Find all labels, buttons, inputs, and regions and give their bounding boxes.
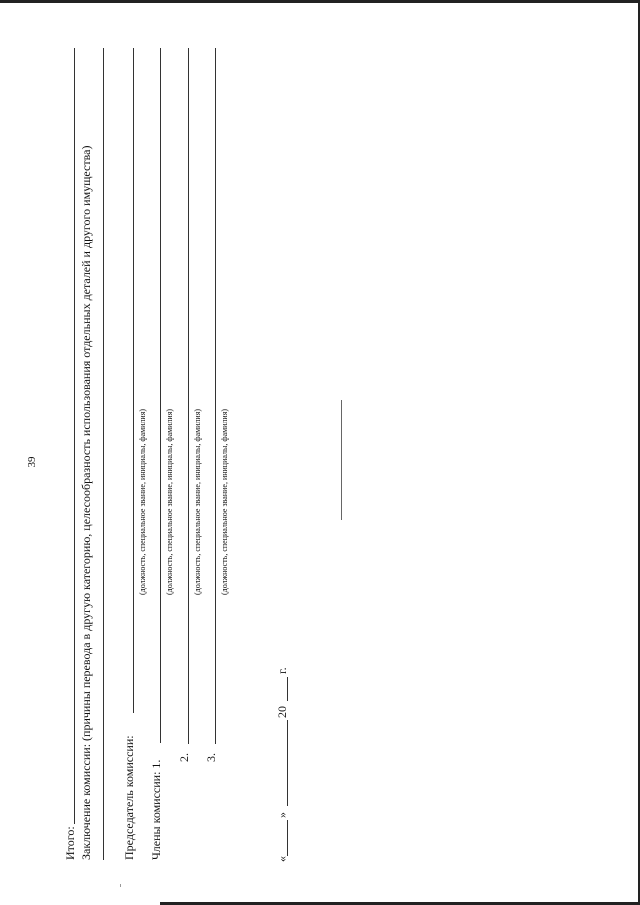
date-quote-close: »: [275, 812, 289, 818]
scan-edge-top: [0, 0, 638, 3]
conclusion-line-1: [103, 48, 104, 860]
date-year-line: [287, 677, 288, 701]
page-number: 39: [26, 456, 38, 468]
chairman-signature-line: [133, 48, 134, 713]
date-year-prefix: 20: [275, 706, 289, 718]
scan-speck: [120, 884, 121, 887]
members-label: Члены комиссии: 1.: [149, 759, 163, 860]
conclusion-text: Заключение комиссии: (причины перевода в другую категорию, целесообразность использования отдельных деталей и другого имущества): [79, 145, 93, 860]
chairman-label: Председатель комиссии:: [122, 735, 136, 860]
date-day-line: [287, 820, 288, 856]
member-3-label: 3.: [204, 753, 218, 762]
date-year-suffix: г.: [275, 667, 289, 674]
result-line: [74, 48, 75, 824]
member-2-label: 2.: [177, 753, 191, 762]
stray-line: [341, 400, 342, 520]
member-3-caption: (должность, специальное звание, инициалы, фамилия): [220, 408, 229, 595]
member-1-signature-line: [160, 48, 161, 743]
member-1-caption: (должность, специальное звание, инициалы, фамилия): [165, 408, 174, 595]
member-2-caption: (должность, специальное звание, инициалы, фамилия): [193, 408, 202, 595]
member-3-signature-line: [215, 48, 216, 744]
date-quote-open: «: [275, 856, 289, 862]
date-month-line: [287, 720, 288, 806]
member-2-signature-line: [188, 48, 189, 744]
result-label: Итого:: [63, 826, 77, 860]
chairman-caption: (должность, специальное звание, инициалы, фамилия): [138, 408, 147, 595]
